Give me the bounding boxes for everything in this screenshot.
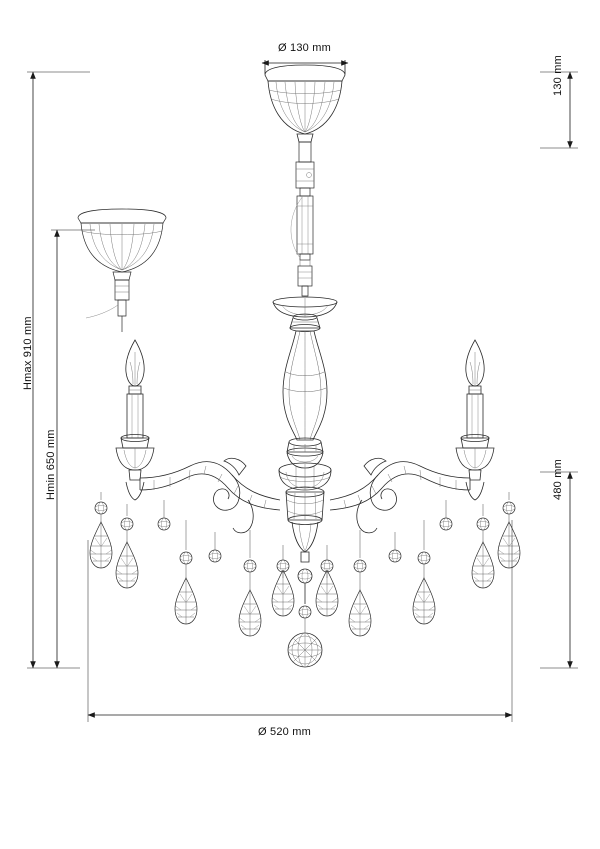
lamp-right [456, 340, 494, 500]
crystal-drop [349, 590, 371, 636]
crystal-drop [498, 522, 520, 568]
ceiling-canopy [265, 65, 345, 142]
crystal-drop [413, 578, 435, 624]
center-hub [279, 463, 331, 592]
dimension-label-top-diameter: Ø 130 mm [278, 42, 331, 54]
dimension-label-height-min: Hmin 650 mm [45, 429, 57, 500]
bead-center [299, 606, 311, 618]
dimension-lines [27, 60, 578, 722]
suspension-rod [291, 142, 314, 296]
canopy-raised-ghost [78, 209, 166, 332]
crystal-drop [90, 522, 112, 568]
dimension-label-body-height: 480 mm [552, 459, 564, 500]
crystal-drop [175, 578, 197, 624]
central-column [283, 331, 327, 468]
lamp-left [116, 340, 154, 500]
dimension-label-bottom-diameter: Ø 520 mm [258, 726, 311, 738]
dimension-label-canopy-height: 130 mm [552, 55, 564, 96]
crystal-drop [472, 542, 494, 588]
crystal-drop [239, 590, 261, 636]
dimension-label-height-max: Hmax 910 mm [22, 316, 34, 390]
upper-plate [273, 297, 337, 332]
crystal-drop [116, 542, 138, 588]
